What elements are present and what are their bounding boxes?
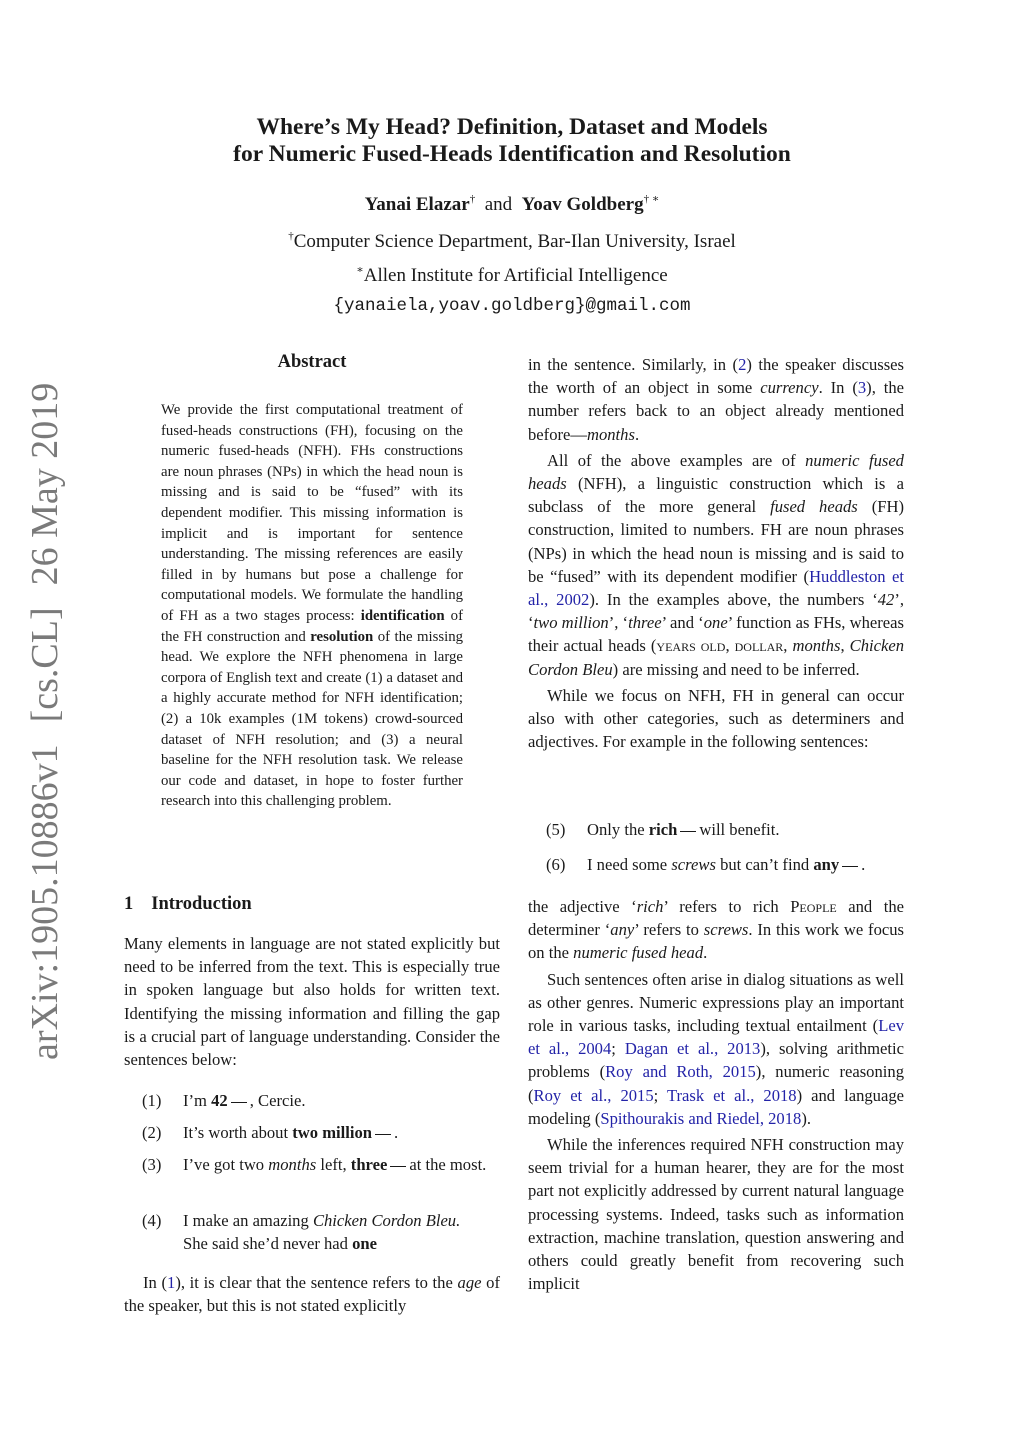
ref-example-2[interactable]: 2 (738, 355, 747, 374)
affiliation-1-mark: † (288, 230, 294, 242)
intro-p2-age: age (457, 1273, 482, 1292)
right-paragraph-6: While the inferences required NFH construction may seem trivial for a human hearer, they are for the most part not explicitly addressed by current natural language processing systems. Indeed, tasks such as information extraction, machine translation, question answering and others could greatly benefit from recovering such implicit (528, 1135, 904, 1294)
author-2-mark: † ∗ (643, 193, 660, 205)
rp4-c: and the determiner ‘ (528, 897, 904, 940)
ref-example-1[interactable]: 1 (167, 1273, 176, 1292)
example-number: (4) (142, 1211, 162, 1230)
example-4-italic: Chicken Cordon Bleu. (312, 1211, 461, 1230)
rp2-b: (NFH), a linguistic construction which is a subclass of the more general (528, 474, 904, 517)
rp2-dollar: dollar (734, 636, 784, 656)
arxiv-id[interactable]: arXiv:1905.10886v1 (24, 744, 66, 1060)
example-4-mid: She said she’d never had (183, 1234, 348, 1254)
affiliation-2-mark: ∗ (356, 264, 364, 276)
rp2-q42: 42 (877, 590, 895, 610)
right-paragraph-3: While we focus on NFH, FH in general can occur also with other categories, such as determiners and adjectives. For example in the following sentences: (528, 685, 904, 752)
rp4-d: ’ refers to (634, 920, 699, 940)
example-4-bold: one (352, 1234, 378, 1254)
rp2-f: ’, ‘ (608, 613, 629, 633)
right-paragraph-2 (528, 449, 904, 681)
abstract-text-a: We provide the first computational treatment of fused-heads constructions (FH), focusing on the numeric fused-heads (NFH). FHs constructions are noun phrases (NPs) in which the head noun is missing and is said to be “fused” with its dependent modifier. This missing information is implicit and is important for sentence understanding. The missing references are easily filled in by humans but pose a challenge for computational models. We formulate the handling of FH as a two stages process: (161, 402, 463, 624)
rp2-g: ’ and ‘ (661, 613, 704, 633)
right-column-lower (528, 895, 904, 1295)
intro-p2-t1: ), it is clear that the sentence refers to the (175, 1273, 453, 1292)
affiliation-1-text: Computer Science Department, Bar-Ilan University, Israel (293, 231, 736, 252)
rp4-e: . In this work we focus on the (528, 920, 905, 963)
example-3-post: at the most. (409, 1155, 487, 1174)
example-text (183, 1209, 500, 1255)
intro-paragraph-1 (124, 932, 500, 1071)
rp2-ccb: Chicken Cordon Bleu (528, 636, 904, 679)
rp2-months: months (792, 636, 841, 656)
author-2: Yoav Goldberg (521, 194, 644, 215)
rp2-c: (FH) construction, limited to numbers. FH are noun phrases (NPs) in which the head noun is missing and is said to be “fused” with its dependent modifier ( (528, 497, 904, 586)
example-5-bold: rich (648, 820, 678, 839)
ref-example-3[interactable]: 3 (857, 378, 867, 398)
arxiv-category: [cs.CL] (24, 607, 66, 723)
rp5-semi2: ; (653, 1085, 659, 1105)
example-6-pre: I need some (587, 855, 668, 874)
rp2-d: ). In the examples above, the numbers ‘ (589, 590, 878, 610)
rp2-comma3: , (840, 636, 845, 656)
rp2-a: All of the above examples are of (547, 450, 796, 470)
blank-line (842, 866, 858, 867)
example-number: (6) (546, 855, 566, 874)
rp4-a: the adjective ‘ (528, 897, 637, 916)
rp5-semi1: ; (611, 1039, 616, 1059)
affiliation-2-text: Allen Institute for Artificial Intelligence (363, 265, 668, 286)
intro-p2-in: In (143, 1273, 157, 1292)
example-text (183, 1121, 500, 1144)
example-5-pre: Only the (587, 820, 645, 839)
abstract-text-b: of the FH construction and (161, 607, 463, 645)
title-line-1: Where’s My Head? Definition, Dataset and Models (256, 114, 768, 140)
abstract-bold-identification: identification (360, 607, 445, 624)
section-heading-introduction (124, 894, 252, 915)
title-line-2: for Numeric Fused-Heads Identification and Resolution (233, 141, 791, 167)
citation-lev[interactable]: Lev et al., 2004 (528, 1016, 904, 1059)
affiliation-2 (0, 258, 1024, 288)
rp4-nfh: numeric fused head (573, 943, 704, 963)
rp1-e: . (634, 424, 640, 444)
rp1-a: in the sentence. Similarly, in ( (528, 355, 739, 374)
example-text (587, 853, 904, 876)
rp1-c: . In ( (818, 378, 858, 398)
rp4-b: ’ refers to rich (663, 897, 779, 916)
authors (0, 187, 1024, 217)
example-text (587, 818, 904, 841)
example-number: (3) (142, 1155, 162, 1174)
rp2-e: ’, ‘ (528, 590, 905, 633)
author-email[interactable]: {yanaiela,yoav.goldberg}@gmail.com (333, 296, 691, 316)
example-text (183, 1089, 500, 1112)
section-title: Introduction (151, 894, 252, 914)
blank-line (390, 1166, 406, 1167)
rp5-a: Such sentences often arise in dialog situations as well as other genres. Numeric expressions play an important role in various tasks, including textual entailment ( (528, 969, 904, 1036)
example-2-post: . (394, 1123, 399, 1142)
rp4-people: People (790, 897, 837, 916)
example-1-post: , Cercie. (249, 1091, 306, 1110)
rp1-months: months (586, 424, 635, 444)
rp2-years-old: years old (656, 636, 726, 656)
rp2-fh: fused heads (770, 497, 858, 517)
rp2-comma2: , (783, 636, 788, 656)
example-number: (5) (546, 820, 566, 839)
abstract-heading: Abstract (277, 352, 347, 372)
rp1-d: ), the number refers back to an object already mentioned before— (528, 378, 905, 444)
rp1-currency: currency (760, 378, 819, 398)
arxiv-sidebar (20, 382, 70, 1060)
example-3-italic: months (268, 1155, 317, 1174)
right-paragraph-4 (528, 895, 904, 965)
example-6-italic: screws (671, 855, 716, 874)
intro-p2-t2: of the speaker, but this is not stated explicitly (124, 1273, 500, 1316)
abstract-text-c: of the missing head. We explore the NFH phenomena in large corpora of English text and create (1) a dataset and a highly accurate method for NFH identification; (2) a 10k examples (1M tokens) crowd-sourced dataset of NFH resolution; and (3) a neural baseline for the NFH resolution task. We release our code and dataset, in hope to foster further research into this challenging problem. (161, 628, 464, 810)
example-3-bold: three (350, 1155, 388, 1174)
rp1-b: ) the speaker discusses the worth of an object in some (528, 355, 904, 398)
rp2-nfh: numeric fused heads (528, 450, 904, 494)
right-column (528, 353, 904, 753)
citation-spithourakis[interactable]: Spithourakis and Riedel, 2018 (600, 1108, 802, 1128)
example-2-pre: It’s worth about (183, 1123, 289, 1142)
rp2-qthree: three (628, 613, 662, 633)
blank-line (680, 831, 696, 832)
authors-and: and (484, 194, 513, 215)
rp4-f: . (703, 943, 708, 963)
rp2-qone: one (703, 613, 728, 633)
example-6-post: . (861, 855, 866, 874)
example-4-pre: I make an amazing (183, 1211, 309, 1230)
abstract-body (161, 400, 463, 812)
example-3-mid: left, (320, 1155, 347, 1174)
abstract-bold-resolution: resolution (310, 628, 374, 645)
example-number: (2) (142, 1123, 162, 1142)
rp5-d: ) and language modeling ( (528, 1085, 904, 1128)
example-1-pre: I’m (183, 1091, 207, 1110)
rp4-any: any (610, 920, 635, 940)
author-1: Yanai Elazar (364, 194, 470, 215)
citation-dagan[interactable]: Dagan et al., 2013 (624, 1039, 761, 1059)
example-text (183, 1153, 500, 1176)
rp2-comma1: , (725, 636, 730, 656)
example-6-mid: but can’t find (720, 855, 810, 874)
intro-paragraph-2: In (1), it is clear that the sentence refers to the age of the speaker, but this is not stated explicitly (124, 1273, 500, 1316)
arxiv-date: 26 May 2019 (24, 382, 66, 586)
rp5-c: ), numeric reasoning ( (528, 1062, 904, 1105)
paper-title (0, 114, 1024, 168)
example-3-pre: I’ve got two (183, 1155, 265, 1174)
intro-paragraph-1-text: Many elements in language are not stated explicitly but need to be inferred from the text. This is especially true in spoken language but also holds for written text. Identifying the missing information and filling the gap is a crucial part of language understanding. Consider the sentences below: (124, 934, 500, 1070)
example-1-bold: 42 (211, 1091, 228, 1110)
right-paragraph-5 (528, 968, 904, 1130)
citation-roy-et-al[interactable]: Roy et al., 2015 (533, 1085, 654, 1105)
rp2-h: ’ function as FHs, whereas their actual heads ( (528, 613, 904, 656)
rp5-b: ), solving arithmetic problems ( (528, 1039, 904, 1082)
rp4-screws: screws (703, 920, 749, 940)
citation-trask[interactable]: Trask et al., 2018 (666, 1085, 797, 1105)
rp2-i: ) are missing and need to be inferred. (612, 659, 860, 679)
author-1-mark: † (469, 193, 476, 205)
citation-roy-roth[interactable]: Roy and Roth, 2015 (605, 1062, 756, 1082)
example-6-bold: any (813, 855, 840, 874)
blank-line (231, 1102, 247, 1103)
rp4-rich: rich (636, 897, 664, 916)
rp2-qtwomillion: two million (533, 613, 609, 633)
example-number: (1) (142, 1091, 162, 1110)
example-5-post: will benefit. (699, 820, 780, 839)
right-paragraph-1 (528, 353, 904, 446)
citation-huddleston[interactable]: Huddleston et al., 2002 (528, 566, 904, 610)
blank-line (375, 1134, 391, 1135)
affiliation-1 (0, 224, 1024, 254)
example-2-bold: two million (292, 1123, 372, 1142)
rp5-e: ). (801, 1108, 811, 1128)
section-number: 1 (124, 894, 134, 914)
